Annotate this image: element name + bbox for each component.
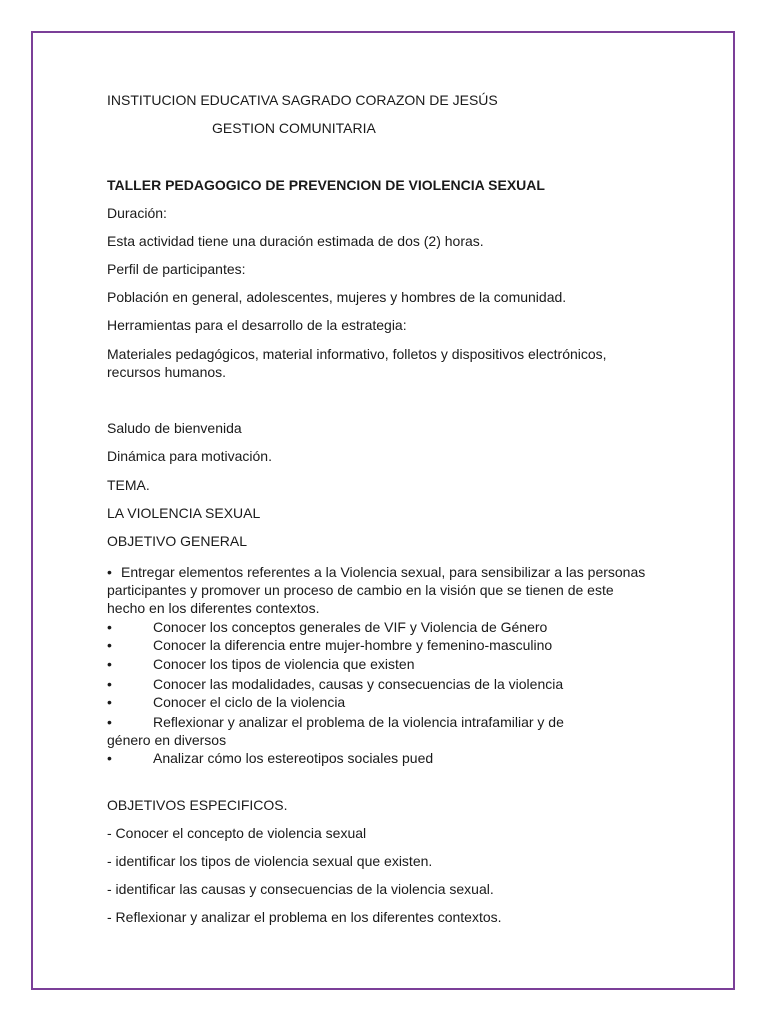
objective-item: • Conocer el ciclo de la violencia	[107, 694, 346, 710]
objective-item-reflexionar-cont: género en diversos	[107, 732, 227, 748]
bullet: •	[107, 714, 112, 730]
objective-item-last: • Analizar cómo los estereotipos sociales pued	[107, 750, 434, 766]
perfil-text: Población en general, adolescentes, mujeres y hombres de la comunidad.	[107, 289, 567, 305]
duracion-text: Esta actividad tiene una duración estimada de dos (2) horas.	[107, 233, 484, 249]
tema-label: TEMA.	[107, 477, 150, 493]
bullet: •	[107, 619, 112, 635]
herramientas-label: Herramientas para el desarrollo de la estrategia:	[107, 317, 407, 333]
objective-item: • Conocer la diferencia entre mujer-hombre y femenino-masculino	[107, 637, 553, 653]
bullet: •	[107, 694, 112, 710]
bullet: •	[107, 656, 112, 672]
specific-objective: - identificar los tipos de violencia sexual que existen.	[107, 853, 433, 869]
objective-item-reflexionar: • Reflexionar y analizar el problema de la violencia intrafamiliar y de	[107, 714, 564, 730]
specific-objective: - Reflexionar y analizar el problema en los diferentes contextos.	[107, 909, 502, 925]
objective-first-text: Entregar elementos referentes a la Violencia sexual, para sensibilizar a las personas participantes y promover un proceso de cambio en la visión que se tienen de este hecho en los diferentes contextos.	[107, 564, 646, 616]
saludo: Saludo de bienvenida	[107, 420, 242, 436]
objective-item: • Conocer los tipos de violencia que existen	[107, 656, 415, 672]
bullet: •	[107, 564, 112, 580]
objective-first	[107, 563, 647, 617]
document-title: TALLER PEDAGOGICO DE PREVENCION DE VIOLENCIA SEXUAL	[107, 177, 545, 193]
dinamica: Dinámica para motivación.	[107, 448, 272, 464]
bullet: •	[107, 637, 112, 653]
institution-name: INSTITUCION EDUCATIVA SAGRADO CORAZON DE JESÚS	[107, 92, 498, 108]
specific-objective: - identificar las causas y consecuencias de la violencia sexual.	[107, 881, 494, 897]
objetivo-general-label: OBJETIVO GENERAL	[107, 533, 248, 549]
objective-item: • Conocer los conceptos generales de VIF y Violencia de Género	[107, 619, 548, 635]
perfil-label: Perfil de participantes:	[107, 261, 246, 277]
bullet: •	[107, 676, 112, 692]
tema-text: LA VIOLENCIA SEXUAL	[107, 505, 261, 521]
herramientas-text: Materiales pedagógicos, material informativo, folletos y dispositivos electrónicos, recursos humanos.	[107, 346, 607, 380]
bullet: •	[107, 750, 112, 766]
duracion-label: Duración:	[107, 205, 167, 221]
objective-item: • Conocer las modalidades, causas y consecuencias de la violencia	[107, 676, 564, 692]
specific-objective: - Conocer el concepto de violencia sexual	[107, 825, 367, 841]
objetivos-especificos-label: OBJETIVOS ESPECIFICOS.	[107, 797, 288, 813]
department-name: GESTION COMUNITARIA	[212, 120, 376, 136]
